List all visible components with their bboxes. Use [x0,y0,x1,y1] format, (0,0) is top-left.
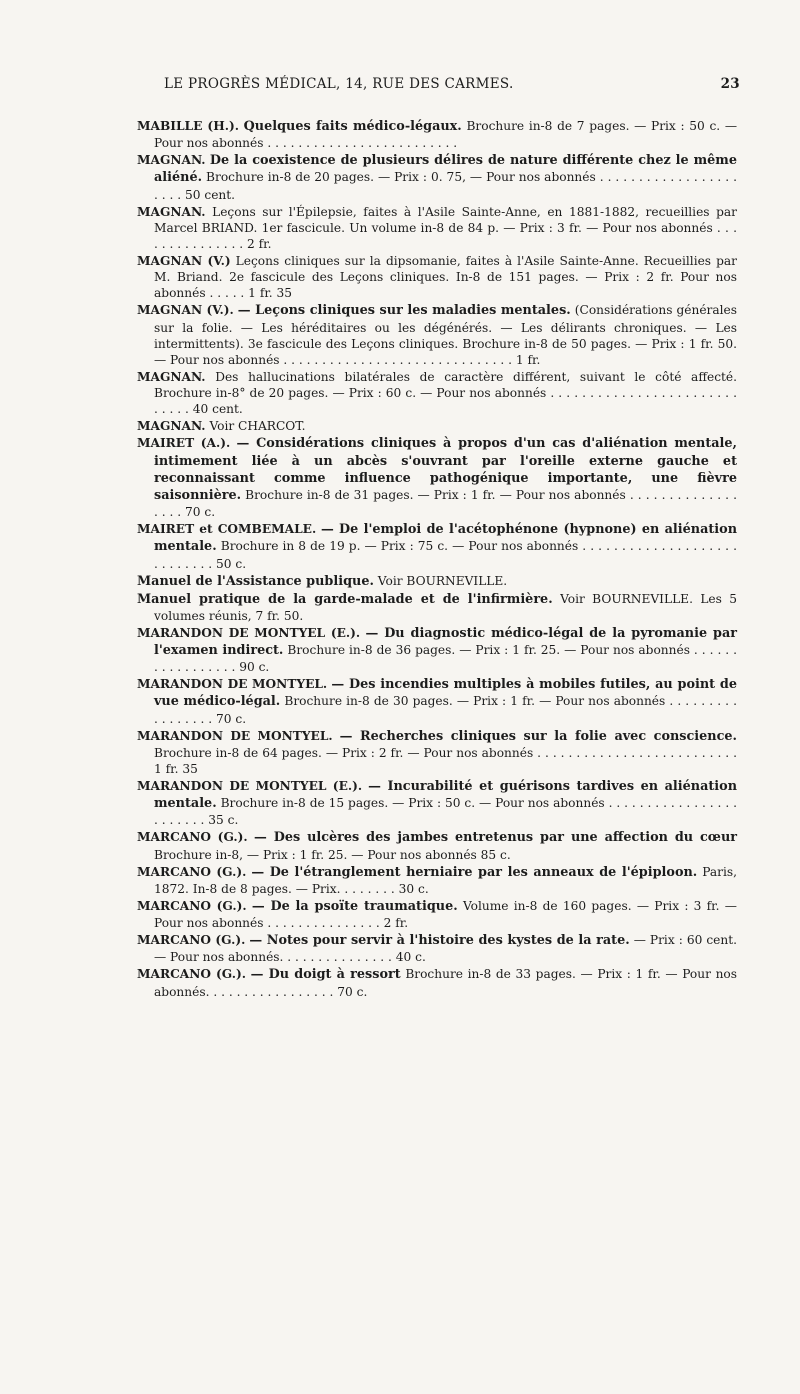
entry-details: — Prix : 60 cent. — Pour nos abonnés. . . . . . . . . . . . . . . 40 c. [154,933,737,965]
catalogue-entry [137,966,737,999]
entry-details: Leçons sur l'Épilepsie, faites à l'Asile Sainte-Anne, en 1881-1882, recueillies par Marcel BRIAND. 1er fascicule. Un volume in-8 de 84 p. — Prix : 3 fr. — Pour nos abonnés . . . . . . . . . . . . . . . 2 fr. [154,204,737,252]
entry-author: MAIRET (A.). [137,436,231,451]
entry-title: — Des incendies multiples à mobiles futiles, au point de vue médico-légal. [154,677,737,710]
catalogue-entry [137,898,737,931]
entry-author: MAGNAN. [137,370,206,385]
entry-title: — Recherches cliniques sur la folie avec conscience. [339,728,737,744]
entry-author: MARCANO (G.). [137,898,247,913]
catalogue-entry [137,204,737,253]
entry-author: MABILLE (H.). [137,119,239,133]
entry-title: Manuel de l'Assistance publique. [137,573,374,589]
entry-details: Brochure in-8 de 36 pages. — Prix : 1 fr. 25. — Pour nos abonnés . . . . . . . . . . . . . . . . . 90 c. [154,643,737,675]
page-number: 23 [720,76,740,92]
catalogue-entry [137,829,737,862]
catalogue-entry [137,118,737,151]
entry-title: — De la psoïte traumatique. [251,898,458,914]
entry-title: — De l'emploi de l'acétophénone (hypnone) en aliénation mentale. [154,522,737,555]
catalogue-entry [137,573,737,590]
entry-title: De la coexistence de plusieurs délires de nature différente chez le même aliéné. [154,153,737,186]
entry-details: Paris, 1872. In-8 de 8 pages. — Prix. . . . . . . . 30 c. [154,864,738,896]
entry-details: Voir CHARCOT. [209,419,306,434]
catalogue-entry [137,152,737,203]
catalogue-entry [137,302,737,368]
catalogue-entry [137,864,737,897]
running-header [140,76,740,96]
catalogue-entry [137,521,737,572]
entry-details: Brochure in-8 de 30 pages. — Prix : 1 fr. — Pour nos abonnés . . . . . . . . . . . . . . . . . 70 c. [154,694,738,726]
entry-details: Voir BOURNEVILLE. Les 5 volumes réunis, 7 fr. 50. [154,591,738,623]
entry-author: MARCANO (G.). [137,864,247,879]
entry-title: — De l'étranglement herniaire par les anneaux de l'épiploon. [251,864,698,880]
entry-author: MARCANO (G.). [137,830,248,845]
entry-details: Brochure in-8 de 15 pages. — Prix : 50 c. — Pour nos abonnés . . . . . . . . . . . . . . . . . . . . . . . . 35 c. [154,796,737,828]
entry-details: (Considérations générales sur la folie. — Les héréditaires ou les dégénérés. — Les délirants chroniques. — Les intermittents). 3e fascicule des Leçons cliniques. Brochure in-8 de 50 pages. — Prix : 1 fr. 50. — Pour nos abonnés . . . . . . . . . . . . . . . . . . . . . . . . . . . . . . 1 fr. [154,303,738,368]
entry-author: MARANDON DE MONTYEL. [137,728,333,743]
entry-author: MARANDON DE MONTYEL (E.). [137,779,363,794]
entry-details: Brochure in-8, — Prix : 1 fr. 25. — Pour nos abonnés 85 c. [154,847,511,862]
entry-author: MARCANO (G.). [137,967,246,982]
entry-author: MAGNAN. [137,204,206,219]
entry-title: Quelques faits médico-légaux. [243,119,462,134]
entry-title: Manuel pratique de la garde-malade et de l'infirmière. [137,591,553,607]
entry-author: MARANDON DE MONTYEL. [137,677,328,692]
catalogue-entry [137,253,737,302]
entry-title: — Considérations cliniques à propos d'un cas d'aliénation mentale, intimement liée à un abcès s'ouvrant par l'oreille externe gauche et reconnaissant comme influence pathogénique importante, une fièvre saisonnière. [154,436,738,504]
catalogue-list [137,118,737,1001]
entry-details: Des hallucinations bilatérales de caractère différent, suivant le côté affecté. Brochure in-8° de 20 pages. — Prix : 60 c. — Pour nos abonnés . . . . . . . . . . . . . . . . . . . . . . . . . . . . . 40 cent. [154,370,737,417]
entry-title: — Du doigt à ressort [250,967,401,983]
catalogue-entry [137,728,737,778]
entry-details: Brochure in-8 de 33 pages. — Prix : 1 fr. — Pour nos abonnés. . . . . . . . . . . . . . . . . 70 c. [154,967,738,999]
entry-details: Brochure in-8 de 31 pages. — Prix : 1 fr. — Pour nos abonnés . . . . . . . . . . . . . . . . . . 70 c. [154,488,737,520]
catalogue-entry [137,676,737,727]
entry-details: Brochure in-8 de 20 pages. — Prix : 0. 75, — Pour nos abonnés . . . . . . . . . . . . . . . . . . . . . . 50 cent. [154,170,738,202]
entry-details: Leçons cliniques sur la dipsomanie, faites à l'Asile Sainte-Anne. Recueillies par M. Briand. 2e fascicule des Leçons cliniques. In-8 de 151 pages. — Prix : 2 fr. Pour nos abonnés . . . . . 1 fr. 35 [154,254,738,301]
entry-title: — Des ulcères des jambes entretenus par une affection du cœur [254,830,737,846]
running-title: LE PROGRÈS MÉDICAL, 14, RUE DES CARMES. [164,76,514,92]
catalogue-entry [137,932,737,965]
catalogue-entry [137,625,737,676]
entry-author: MAGNAN (V.). [137,303,234,318]
entry-author: MAGNAN. [137,153,206,168]
entry-details: Voir BOURNEVILLE. [377,573,508,588]
catalogue-entry [137,591,737,624]
entry-author: MAGNAN (V.) [137,254,231,269]
entry-author: MARANDON DE MONTYEL (E.). [137,625,361,640]
catalogue-entry [137,778,737,829]
entry-author: MAIRET et COMBEMALE. [137,522,317,537]
catalogue-entry [137,369,737,418]
entry-title: — Incurabilité et guérisons tardives en aliénation mentale. [154,779,737,812]
catalogue-entry [137,418,737,434]
entry-title: — Notes pour servir à l'histoire des kystes de la rate. [249,933,630,949]
entry-details: Brochure in-8 de 7 pages. — Prix : 50 c. — Pour nos abonnés . . . . . . . . . . . . . . . . . . . . . . . . . [154,119,738,151]
entry-author: MAGNAN. [137,419,206,434]
catalogue-entry [137,435,737,520]
entry-title: — Leçons cliniques sur les maladies mentales. [237,303,571,319]
entry-author: MARCANO (G.). [137,933,246,948]
entry-details: Brochure in 8 de 19 p. — Prix : 75 c. — Pour nos abonnés . . . . . . . . . . . . . . . . . . . . . . . . . . . . 50 c. [154,539,737,571]
entry-title: — Du diagnostic médico-légal de la pyromanie par l'examen indirect. [154,625,737,659]
entry-details: Volume in-8 de 160 pages. — Prix : 3 fr. — Pour nos abonnés . . . . . . . . . . . . . . . 2 fr. [154,898,737,931]
entry-details: Brochure in-8 de 64 pages. — Prix : 2 fr. — Pour nos abonnés . . . . . . . . . . . . . . . . . . . . . . . . . . 1 fr. 35 [154,745,737,777]
